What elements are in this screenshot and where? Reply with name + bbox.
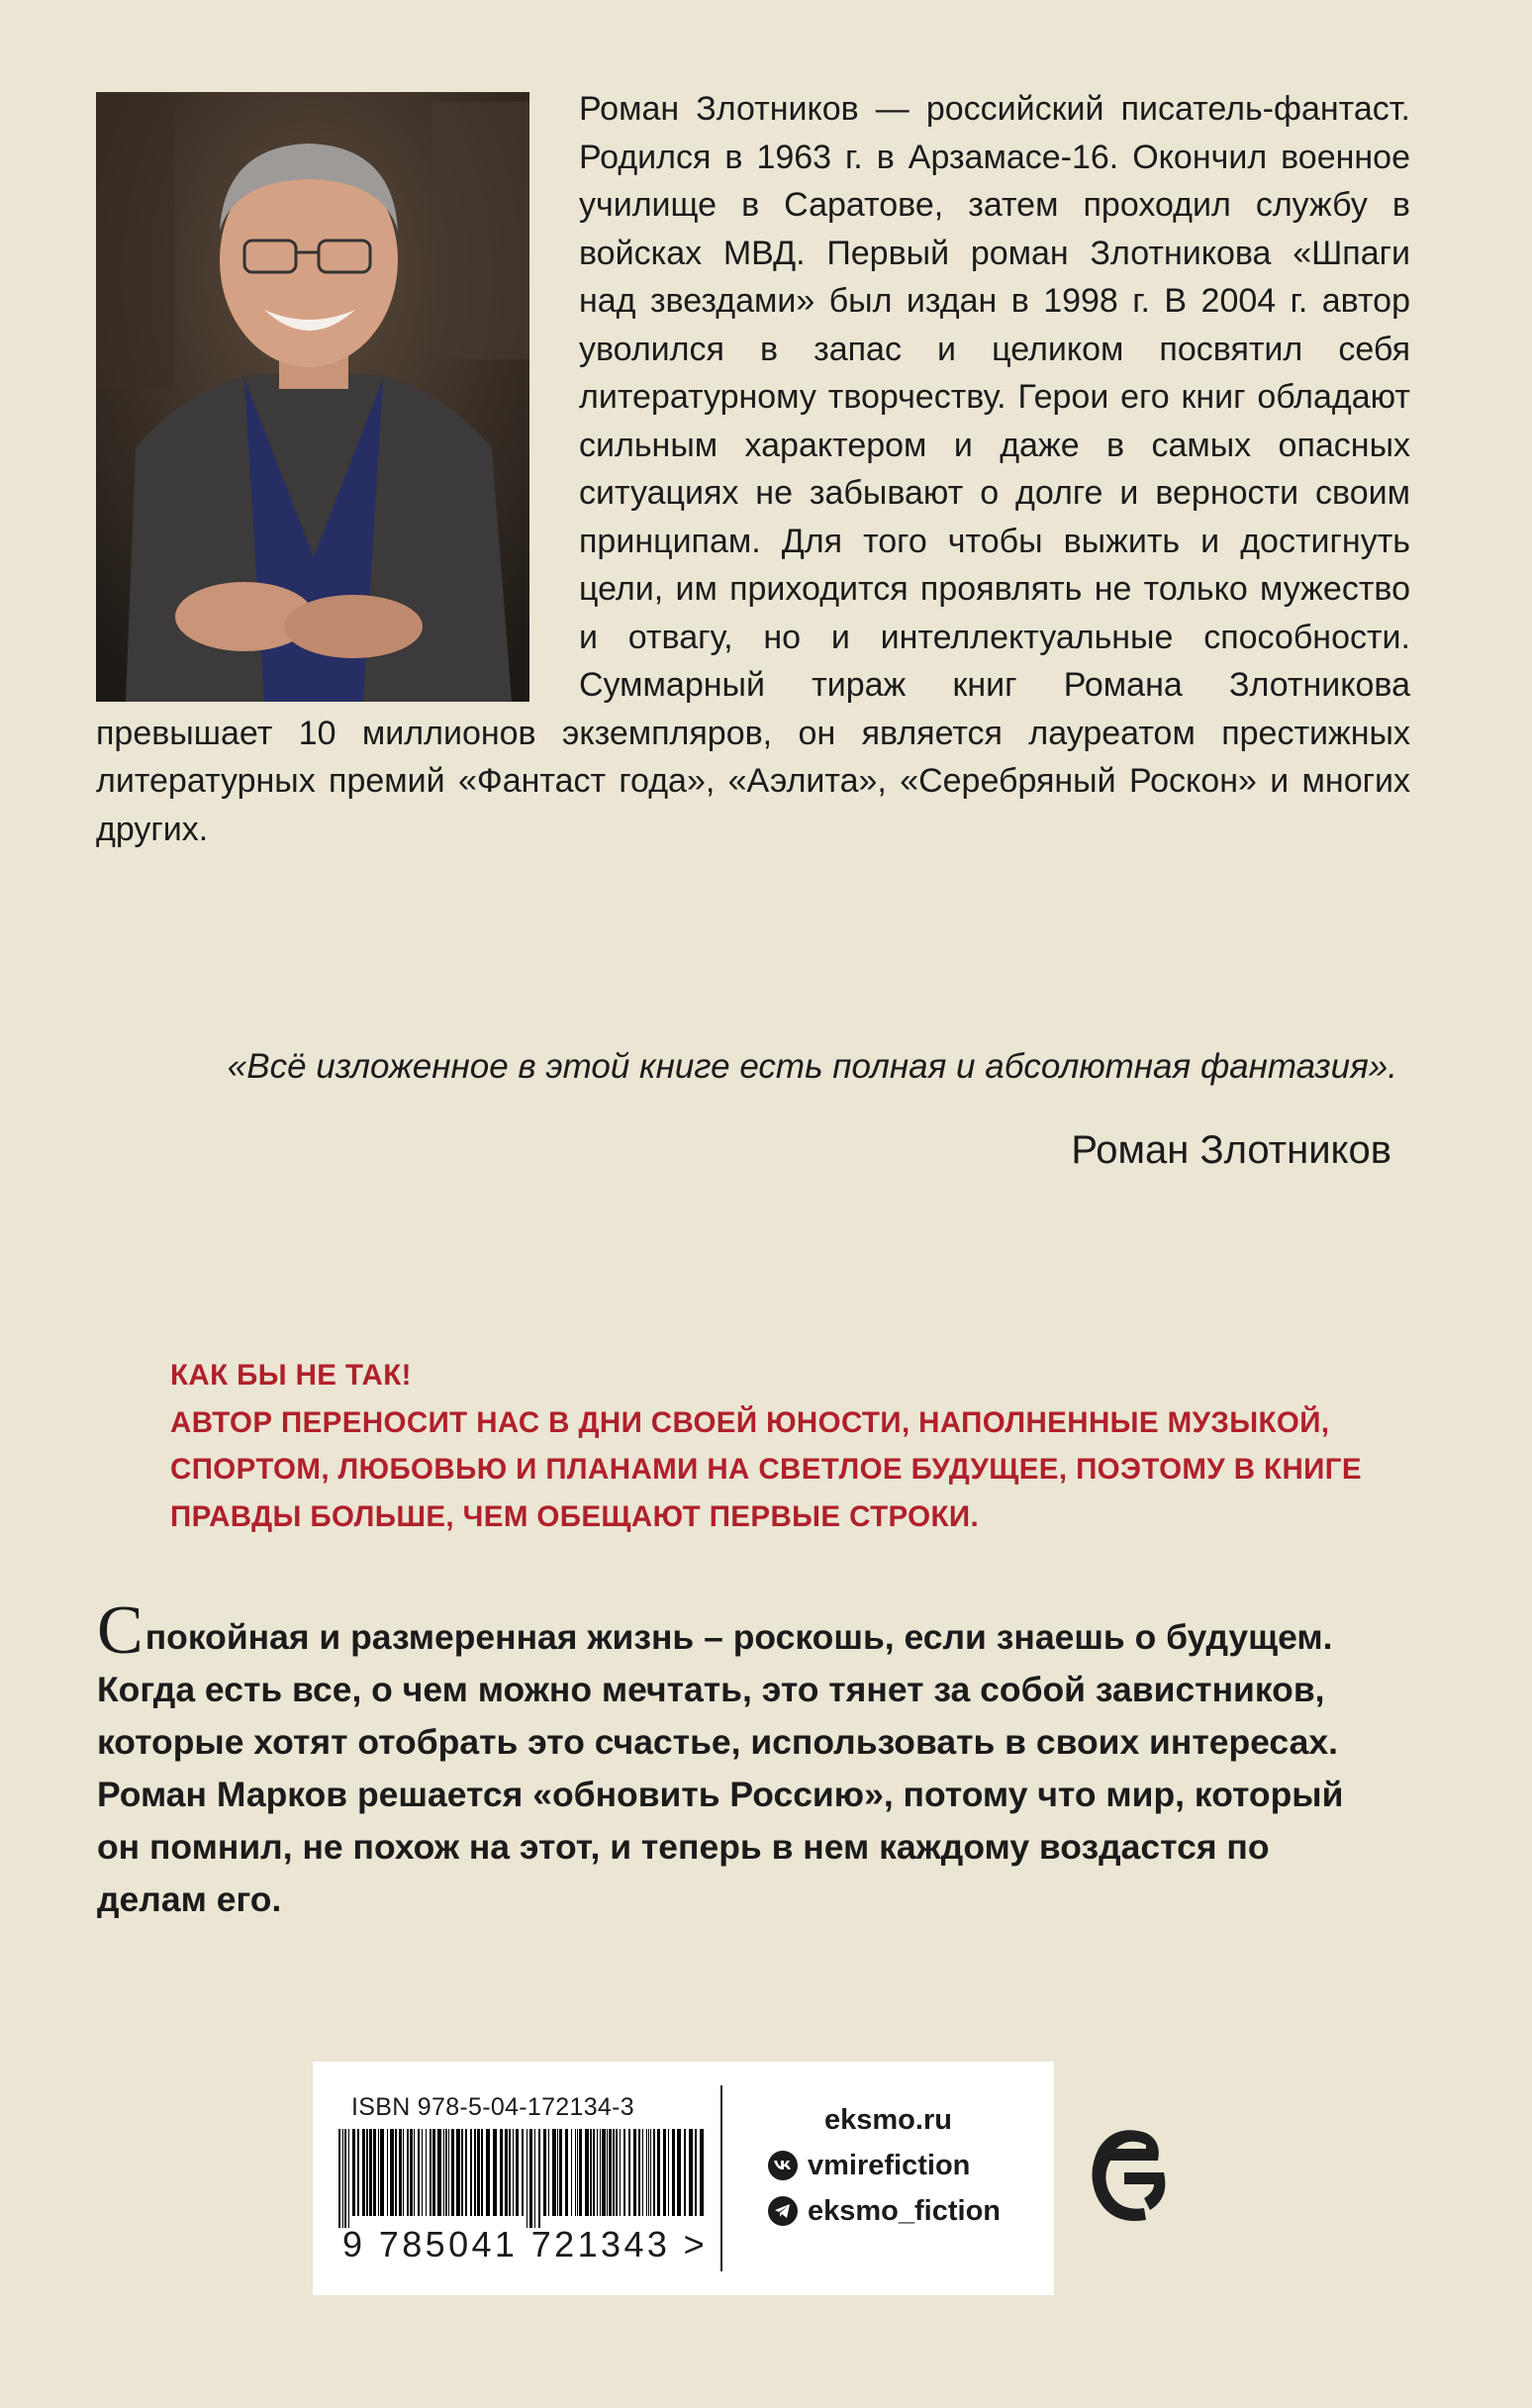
barcode-bar <box>607 2129 608 2216</box>
barcode-bar <box>403 2129 404 2216</box>
tagline-line: КАК БЫ НЕ ТАК! <box>170 1359 412 1392</box>
barcode-bar <box>543 2129 546 2216</box>
barcode-bar <box>352 2129 355 2216</box>
barcode-bar <box>418 2129 420 2216</box>
barcode-bar <box>689 2129 693 2216</box>
publisher-links <box>768 2097 1045 2234</box>
author-bio-text: Роман Злотников — российский писатель-фантаст. Родился в 1963 г. в Арзамасе-16. Окончил военное училище в Саратове, затем проходил службу в войсках МВД. Первый роман Злотникова «Шпаги над звездами» был издан в 1998 г. В 2004 г. автор уволился в запас и целиком посвятил себя литературному творчеству. Герои его книг обладают сильным характером и даже в самых опасных ситуациях не забывают о долге и верности своим принципам. Для того чтобы выжить и достигнуть цели, им приходится проявлять не только мужество и отвагу, но и интеллектуальные способности. Суммарный тираж книг Романа Злотникова превышает 10 миллионов экземпляров, он является лауреатом престижных литературных премий «Фантаст года», «Аэлита», «Серебряный Роскон» и многих других. <box>96 90 1410 848</box>
barcode-bar <box>602 2129 606 2216</box>
author-quote: «Всё изложенное в этой книге есть полная и абсолютная фантазия». <box>227 1047 1397 1086</box>
barcode-bar <box>493 2129 497 2216</box>
barcode-bar <box>369 2129 372 2216</box>
barcode-bar <box>373 2129 376 2216</box>
barcode-bar <box>565 2129 568 2216</box>
barcode-bar <box>486 2129 490 2216</box>
barcode-bar <box>597 2129 598 2216</box>
barcode-bar <box>590 2129 592 2216</box>
barcode-bar <box>477 2129 480 2216</box>
annotation-line: которые хотят отобрать это счастье, использовать в своих интересах. <box>97 1722 1338 1762</box>
book-annotation <box>97 1592 1384 1926</box>
barcode-bar <box>638 2129 640 2216</box>
barcode-digits: 9 785041 721343 > <box>342 2224 709 2264</box>
barcode-bar <box>593 2129 595 2216</box>
barcode-bar <box>362 2129 365 2216</box>
barcode-bar <box>677 2129 681 2216</box>
barcode-bar <box>387 2129 388 2216</box>
barcode-bar <box>430 2129 431 2216</box>
barcode-bar <box>451 2129 454 2216</box>
annotation-line: делам его. <box>97 1879 282 1919</box>
vk-link[interactable] <box>768 2143 1045 2188</box>
barcode-bar <box>407 2129 409 2216</box>
annotation-line: Когда есть все, о чем можно мечтать, это тянет за собой завистников, <box>97 1670 1325 1709</box>
barcode-bar <box>509 2129 511 2216</box>
barcode-bar <box>663 2129 666 2216</box>
barcode-bar <box>700 2129 704 2216</box>
barcode-bar <box>505 2129 508 2216</box>
tagline-line: ПРАВДЫ БОЛЬШЕ, ЧЕМ ОБЕЩАЮТ ПЕРВЫЕ СТРОКИ. <box>170 1499 980 1533</box>
barcode-bar <box>609 2129 612 2216</box>
barcode-bar <box>653 2129 655 2216</box>
barcode-bar <box>613 2129 615 2216</box>
barcode-bar <box>481 2129 483 2216</box>
barcode-bar <box>646 2129 647 2216</box>
telegram-link-label: eksmo_fiction <box>808 2194 1001 2227</box>
telegram-icon <box>768 2196 798 2226</box>
barcode-bar <box>623 2129 625 2216</box>
barcode-bar <box>390 2129 394 2216</box>
annotation-line: он помнил, не похож на этот, и теперь в нем каждому воздастся по <box>97 1827 1270 1867</box>
barcode-bar <box>648 2129 649 2216</box>
eksmo-logo-icon <box>1085 2111 1174 2240</box>
barcode-bar <box>443 2129 444 2216</box>
barcode-bar <box>422 2129 423 2216</box>
tagline-line: СПОРТОМ, ЛЮБОВЬЮ И ПЛАНАМИ НА СВЕТЛОЕ БУДУЩЕЕ, ПОЭТОМУ В КНИГЕ <box>170 1453 1362 1486</box>
barcode-bar <box>552 2129 556 2216</box>
author-bio <box>96 85 1410 853</box>
barcode-bar <box>348 2129 349 2228</box>
isbn-label: ISBN 978-5-04-172134-3 <box>351 2093 634 2121</box>
barcode-bar <box>378 2129 379 2216</box>
barcode-bar <box>342 2129 343 2228</box>
barcode-bar <box>414 2129 415 2216</box>
barcode-bar <box>395 2129 397 2216</box>
barcode-bar <box>642 2129 643 2216</box>
vk-icon <box>768 2151 798 2180</box>
barcode-bar <box>500 2129 503 2216</box>
barcode-bar <box>684 2129 686 2216</box>
barcode-bar <box>445 2129 447 2216</box>
barcode-bar <box>650 2129 651 2216</box>
barcode-bar <box>557 2129 558 2216</box>
quote-author: Роман Злотников <box>1071 1128 1391 1172</box>
barcode-bar <box>516 2129 519 2216</box>
barcode-bar <box>338 2129 340 2228</box>
barcode-bar <box>513 2129 514 2216</box>
tagline-line: АВТОР ПЕРЕНОСИТ НАС В ДНИ СВОЕЙ ЮНОСТИ, НАПОЛНЕННЫЕ МУЗЫКОЙ, <box>170 1405 1330 1439</box>
barcode-bar <box>633 2129 636 2216</box>
barcode-bar <box>426 2129 427 2216</box>
site-link[interactable] <box>768 2097 1045 2143</box>
barcode-bar <box>380 2129 384 2216</box>
barcode-bar <box>432 2129 435 2216</box>
annotation-line: Роман Марков решается «обновить Россию», потому что мир, который <box>97 1775 1344 1814</box>
barcode-bar <box>399 2129 402 2216</box>
barcode-bar <box>448 2129 449 2216</box>
barcode-bars <box>338 2129 705 2228</box>
barcode-bar <box>344 2129 346 2228</box>
barcode-bar <box>548 2129 549 2216</box>
tagline <box>170 1352 1362 1540</box>
telegram-link[interactable] <box>768 2188 1045 2234</box>
barcode-bar <box>616 2129 618 2216</box>
barcode-bar <box>559 2129 562 2216</box>
dropcap: С <box>97 1592 144 1669</box>
barcode-bar <box>456 2129 460 2216</box>
divider <box>720 2085 722 2271</box>
barcode-bar <box>571 2129 572 2216</box>
barcode-bar <box>620 2129 621 2216</box>
barcode-bar <box>522 2129 524 2216</box>
barcode-panel <box>313 2062 1054 2295</box>
barcode-bar <box>657 2129 660 2216</box>
barcode-bar <box>534 2129 535 2228</box>
barcode-bar <box>437 2129 441 2216</box>
barcode-bar <box>577 2129 578 2216</box>
vk-link-label: vmirefiction <box>808 2149 971 2181</box>
barcode-bar <box>410 2129 413 2216</box>
barcode-bar <box>465 2129 467 2216</box>
annotation-first-line: покойная и размеренная жизнь – роскошь, если знаешь о будущем. <box>144 1617 1333 1657</box>
barcode-bar <box>579 2129 582 2216</box>
barcode-bar <box>695 2129 697 2216</box>
site-link-label: eksmo.ru <box>824 2103 952 2136</box>
barcode-bar <box>357 2129 359 2216</box>
barcode-bar <box>470 2129 472 2216</box>
barcode-bar <box>600 2129 601 2216</box>
barcode-bar <box>585 2129 589 2216</box>
barcode-bar <box>461 2129 463 2216</box>
barcode-bar <box>538 2129 540 2228</box>
barcode-bar <box>672 2129 675 2216</box>
barcode-bar <box>668 2129 669 2216</box>
barcode-bar <box>474 2129 476 2216</box>
barcode-bar <box>366 2129 368 2216</box>
barcode-bar <box>628 2129 630 2216</box>
barcode-bar <box>529 2129 532 2228</box>
barcode-bar <box>575 2129 576 2216</box>
annotation-line <box>97 1592 1384 1669</box>
